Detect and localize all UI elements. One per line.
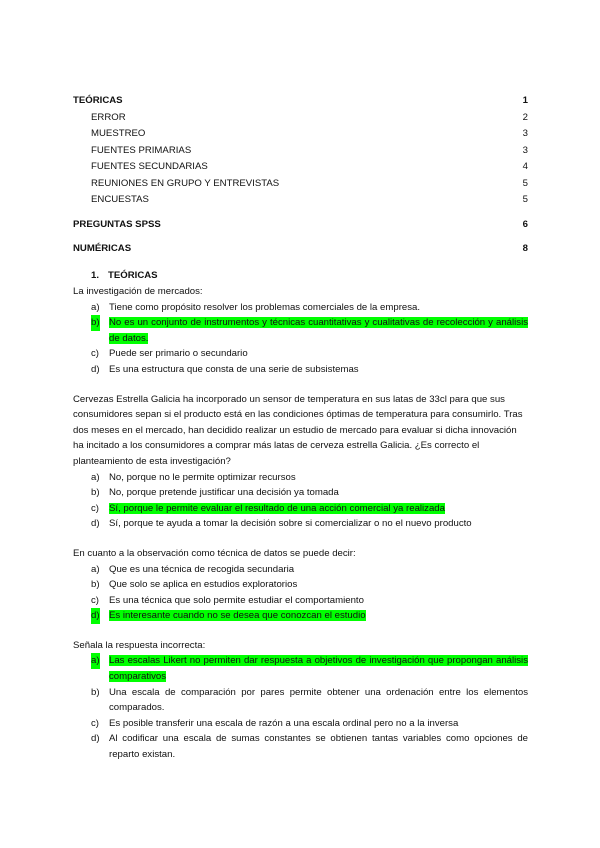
toc-entry-encuestas[interactable] [73, 192, 528, 209]
question-3-options [73, 562, 528, 624]
question-1-text: La investigación de mercados: [73, 286, 203, 297]
toc-entry-preguntas-spss[interactable] [73, 217, 528, 234]
option-letter: a) [91, 653, 100, 669]
option-letter: a) [91, 301, 100, 313]
toc-entry-error[interactable] [73, 110, 528, 127]
option-item-highlighted [73, 653, 528, 684]
toc-page: 8 [522, 243, 528, 254]
toc-page: 1 [522, 95, 528, 106]
option-text: No, porque pretende justificar una decisión ya tomada [109, 487, 339, 499]
toc-entry-reuniones[interactable] [73, 176, 528, 193]
toc-page: 5 [522, 177, 528, 189]
toc-entry-fuentes-primarias[interactable] [73, 143, 528, 160]
option-text: Que solo se aplica en estudios exploratorios [109, 579, 298, 591]
question-2-options [73, 470, 528, 532]
option-letter: b) [91, 579, 100, 591]
option-text: Sí, porque te ayuda a tomar la decisión sobre si comercializar o no el nuevo producto [109, 518, 472, 530]
table-of-contents [73, 93, 528, 258]
option-item [73, 577, 528, 593]
question-4-text: Señala la respuesta incorrecta: [73, 639, 206, 651]
toc-entry-muestreo[interactable] [73, 126, 528, 143]
option-item-highlighted [73, 608, 528, 624]
toc-title: TEÓRICAS [73, 95, 123, 106]
toc-page: 5 [522, 194, 528, 205]
option-text: Al codificar una escala de sumas constantes se obtienen tantas variables como opciones de reparto existan. [109, 733, 528, 761]
option-letter: d) [91, 733, 100, 745]
option-item-highlighted [73, 315, 528, 346]
option-text: Las escalas Likert no permiten dar respuesta a objetivos de investigación que propongan análisis comparativos [109, 655, 528, 683]
option-letter: b) [91, 686, 100, 698]
toc-page: 2 [522, 111, 528, 123]
option-letter: d) [91, 608, 100, 624]
toc-title: REUNIONES EN GRUPO Y ENTREVISTAS [91, 177, 280, 189]
option-text: Sí, porque le permite evaluar el resultado de una acción comercial ya realizada [109, 502, 445, 514]
option-text: Que es una técnica de recogida secundaria [109, 563, 295, 575]
option-letter: b) [91, 487, 100, 499]
option-item [73, 470, 528, 486]
toc-page: 4 [522, 161, 528, 172]
toc-title: FUENTES PRIMARIAS [91, 144, 192, 156]
option-letter: c) [91, 717, 99, 729]
question-4-options [73, 653, 528, 762]
toc-title: PREGUNTAS SPSS [73, 218, 161, 230]
option-item [73, 516, 528, 532]
option-text: No es un conjunto de instrumentos y técnicas cuantitativas y cualitativas de recolección y análisis de datos. [109, 317, 528, 344]
toc-page: 3 [522, 144, 528, 156]
toc-title: NUMÉRICAS [73, 243, 132, 254]
toc-title: ERROR [91, 111, 126, 123]
section-heading [73, 268, 528, 284]
option-item [73, 562, 528, 578]
question-2-text: Cervezas Estrella Galicia ha incorporado un sensor de temperatura en sus latas de 33cl para que sus consumidores sepan si el producto está en las condiciones óptimas de temperatura para consumirlo. Tras dos meses en el mercado, han decidido realizar un estudio de mercado para evaluar si dicha innovación ha incitado a los consumidores a comprar más latas de cerveza estrella Galicia. ¿Es correcto el planteamiento de esta investigación? [73, 393, 523, 467]
toc-entry-teoricas[interactable] [73, 93, 528, 110]
option-item [73, 593, 528, 609]
toc-page: 6 [522, 218, 528, 230]
toc-title: FUENTES SECUNDARIAS [91, 161, 208, 172]
toc-title: ENCUESTAS [91, 194, 149, 205]
option-letter: c) [91, 594, 99, 606]
toc-title: MUESTREO [91, 128, 146, 139]
section-title: TEÓRICAS [108, 270, 158, 281]
option-text: Es una técnica que solo permite estudiar el comportamiento [109, 594, 364, 606]
option-text: Tiene como propósito resolver los problemas comerciales de la empresa. [109, 301, 421, 313]
option-letter: b) [91, 315, 100, 331]
option-item [73, 300, 528, 316]
option-letter: c) [91, 502, 99, 514]
option-text: Es posible transferir una escala de razón a una escala ordinal pero no a la inversa [109, 717, 459, 729]
document-body [73, 268, 528, 763]
option-letter: d) [91, 363, 100, 375]
option-item [73, 485, 528, 501]
question-1-options [73, 300, 528, 378]
option-item [73, 685, 528, 716]
option-item [73, 716, 528, 732]
option-item-highlighted [73, 501, 528, 517]
option-item [73, 731, 528, 762]
option-text: No, porque no le permite optimizar recursos [109, 471, 296, 483]
option-text: Puede ser primario o secundario [109, 348, 248, 360]
option-letter: a) [91, 563, 100, 575]
option-item [73, 346, 528, 362]
question-3-text: En cuanto a la observación como técnica de datos se puede decir: [73, 547, 356, 559]
toc-page: 3 [522, 128, 528, 139]
option-letter: c) [91, 348, 99, 360]
option-text: Una escala de comparación por pares permite obtener una ordenación entre los elementos comparados. [109, 686, 528, 714]
section-number: 1. [91, 270, 100, 281]
toc-entry-fuentes-secundarias[interactable] [73, 159, 528, 176]
option-letter: d) [91, 518, 100, 530]
option-item [73, 362, 528, 378]
toc-entry-numericas[interactable] [73, 241, 528, 258]
option-text: Es interesante cuando no se desea que conozcan el estudio [109, 610, 366, 622]
option-text: Es una estructura que consta de una serie de subsistemas [109, 363, 359, 375]
option-letter: a) [91, 471, 100, 483]
